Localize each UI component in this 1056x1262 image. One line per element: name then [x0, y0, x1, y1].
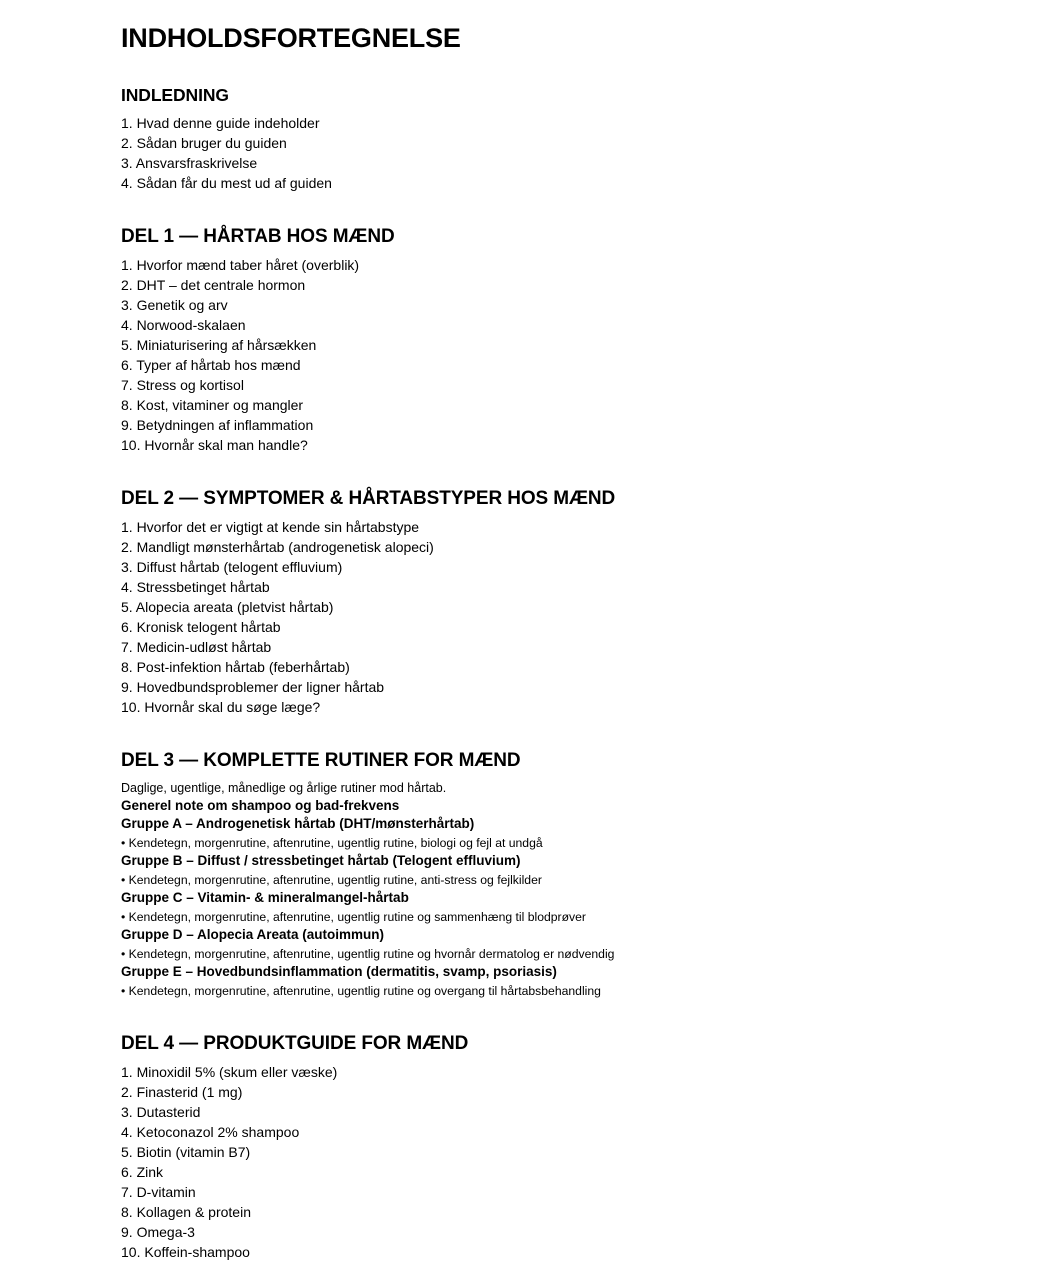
toc-entry[interactable]: 2. Sådan bruger du guiden: [121, 135, 287, 152]
toc-entry[interactable]: 6. Zink: [121, 1163, 164, 1180]
toc-entry[interactable]: 7. D-vitamin: [121, 1183, 196, 1200]
section-3: [121, 487, 941, 717]
toc-entry[interactable]: 5. Biotin (vitamin B7): [121, 1143, 251, 1160]
toc-entry[interactable]: 2. Finasterid (1 mg): [121, 1083, 243, 1100]
toc-entry[interactable]: 3. Diffust hårtab (telogent effluvium): [121, 558, 343, 575]
sections-container: [121, 85, 941, 1261]
toc-list: [121, 255, 941, 455]
group-bullet: • Kendetegn, morgenrutine, aftenrutine, ugentlig rutine og sammenhæng til blodprøver: [121, 909, 586, 924]
section-4: [121, 749, 941, 1000]
toc-entry[interactable]: 1. Hvorfor mænd taber håret (overblik): [121, 257, 360, 274]
toc-entry[interactable]: 9. Betydningen af inflammation: [121, 417, 314, 434]
group-heading[interactable]: Gruppe D – Alopecia Areata (autoimmun): [121, 927, 385, 943]
toc-entry[interactable]: 4. Sådan får du mest ud af guiden: [121, 175, 332, 192]
toc-entry[interactable]: 3. Dutasterid: [121, 1103, 201, 1120]
section-heading: DEL 4 — PRODUKTGUIDE FOR MÆND: [121, 1033, 469, 1055]
toc-entry[interactable]: 3. Genetik og arv: [121, 297, 228, 314]
toc-entry[interactable]: 7. Stress og kortisol: [121, 377, 244, 394]
toc-entry[interactable]: 10. Hvornår skal man handle?: [121, 437, 308, 454]
toc-entry[interactable]: 9. Omega-3: [121, 1223, 195, 1240]
toc-entry[interactable]: 2. Mandligt mønsterhårtab (androgenetisk alopeci): [121, 538, 434, 555]
toc-entry[interactable]: 4. Ketoconazol 2% shampoo: [121, 1123, 300, 1140]
section-lead-text: Daglige, ugentlige, månedlige og årlige rutiner mod hårtab.: [121, 780, 447, 795]
toc-entry[interactable]: 1. Hvad denne guide indeholder: [121, 115, 320, 132]
toc-entry[interactable]: 8. Kollagen & protein: [121, 1203, 251, 1220]
toc-entry[interactable]: 10. Koffein-shampoo: [121, 1243, 250, 1260]
toc-entry[interactable]: 1. Hvorfor det er vigtigt at kende sin hårtabstype: [121, 518, 420, 535]
toc-entry[interactable]: 6. Kronisk telogent hårtab: [121, 618, 281, 635]
section-heading: INDLEDNING: [121, 85, 229, 106]
toc-entry[interactable]: 3. Ansvarsfraskrivelse: [121, 155, 258, 172]
toc-entry[interactable]: 9. Hovedbundsproblemer der ligner hårtab: [121, 678, 385, 695]
group-heading[interactable]: Gruppe A – Androgenetisk hårtab (DHT/mønsterhårtab): [121, 816, 475, 832]
section-heading: DEL 3 — KOMPLETTE RUTINER FOR MÆND: [121, 749, 521, 771]
toc-list: [121, 113, 941, 193]
group-bullet: • Kendetegn, morgenrutine, aftenrutine, ugentlig rutine, anti-stress og fejlkilder: [121, 872, 542, 887]
toc-entry[interactable]: 6. Typer af hårtab hos mænd: [121, 357, 301, 374]
group-heading[interactable]: Gruppe B – Diffust / stressbetinget hårtab (Telogent effluvium): [121, 853, 521, 869]
section-2: [121, 225, 941, 455]
toc-list: [121, 1062, 941, 1262]
toc-entry[interactable]: 8. Kost, vitaminer og mangler: [121, 397, 304, 414]
toc-entry[interactable]: 4. Stressbetinget hårtab: [121, 578, 270, 595]
group-heading[interactable]: Generel note om shampoo og bad-frekvens: [121, 797, 400, 813]
toc-list: [121, 517, 941, 717]
toc-entry[interactable]: 2. DHT – det centrale hormon: [121, 277, 306, 294]
toc-entry[interactable]: 4. Norwood-skalaen: [121, 317, 246, 334]
toc-entry[interactable]: 5. Miniaturisering af hårsækken: [121, 337, 317, 354]
section-heading: DEL 1 — HÅRTAB HOS MÆND: [121, 226, 395, 248]
toc-entry[interactable]: 10. Hvornår skal du søge læge?: [121, 698, 321, 715]
toc-entry[interactable]: 8. Post-infektion hårtab (feberhårtab): [121, 658, 350, 675]
page-title: INDHOLDSFORTEGNELSE: [121, 23, 461, 53]
section-1: [121, 85, 941, 193]
group-bullet: • Kendetegn, morgenrutine, aftenrutine, ugentlig rutine og hvornår dermatolog er nødvendig: [121, 946, 615, 961]
toc-entry[interactable]: 7. Medicin-udløst hårtab: [121, 638, 272, 655]
section-heading: DEL 2 — SYMPTOMER & HÅRTABSTYPER HOS MÆND: [121, 488, 616, 510]
group-heading[interactable]: Gruppe E – Hovedbundsinflammation (dermatitis, svamp, psoriasis): [121, 964, 557, 980]
group-heading[interactable]: Gruppe C – Vitamin- & mineralmangel-hårtab: [121, 890, 409, 906]
toc-entry[interactable]: 5. Alopecia areata (pletvist hårtab): [121, 598, 334, 615]
group-bullet: • Kendetegn, morgenrutine, aftenrutine, ugentlig rutine, biologi og fejl at undgå: [121, 835, 543, 850]
group-bullet: • Kendetegn, morgenrutine, aftenrutine, ugentlig rutine og overgang til hårtabsbehandling: [121, 983, 601, 998]
section-5: [121, 1032, 941, 1262]
document-content: [121, 22, 941, 1262]
toc-entry[interactable]: 1. Minoxidil 5% (skum eller væske): [121, 1063, 338, 1080]
